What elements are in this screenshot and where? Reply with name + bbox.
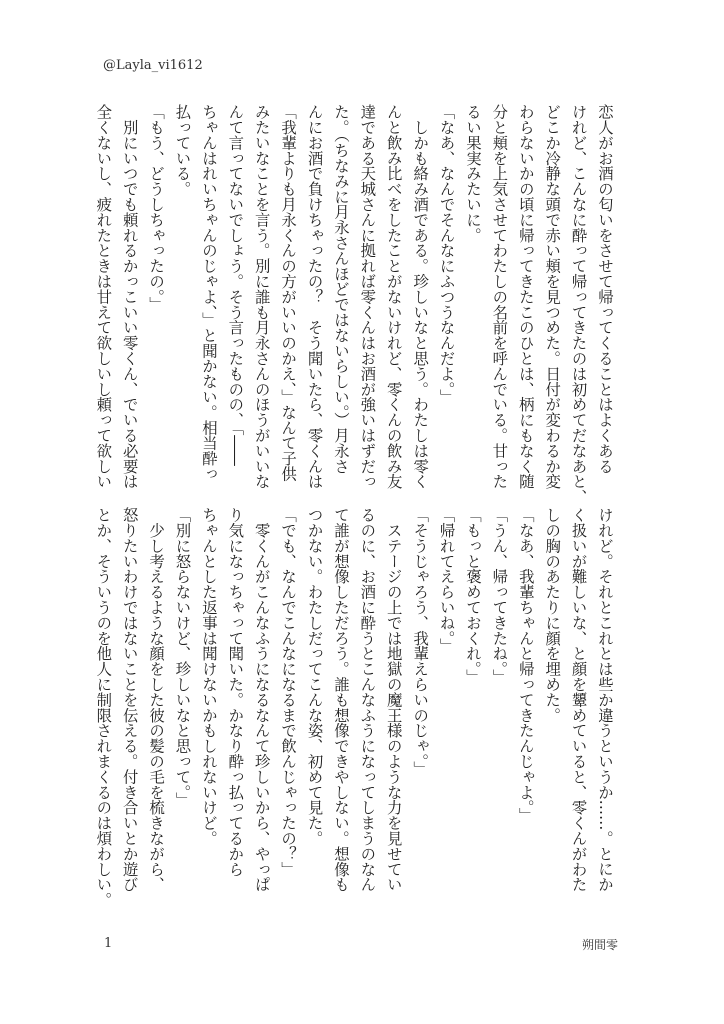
page-number: 1 [104,936,113,951]
text-column: 「そうじゃろう、我輩えらいのじゃ。」 [411,507,430,777]
text-column: 払っている。 [173,104,192,197]
text-column: 達である天城さんに拠れば零くんはお酒が強いはずだっ [358,104,377,489]
text-column: 「なあ、なんでそんなにふつうなんだよ。」 [437,104,456,405]
text-column: るい果実みたいに。 [463,104,482,243]
text-column: ちゃんとした返事は聞けないかもしれないけど。 [199,507,218,846]
text-column: り気になっちゃって聞いた。かなり酔っ払ってるから [226,507,245,877]
author-name: 朔間零 [581,938,618,952]
text-column: 「もう、どうしちゃったの。」 [147,104,166,312]
text-column: んと飲み比べをしたことがないけれど、零くんの飲み友 [384,104,403,489]
text-column: ステージの上では地獄の魔王様のような力を見せてい [384,507,403,892]
text-column: しの胸のあたりに顔を埋めた。 [543,507,562,723]
text-column: 恋人がお酒の匂いをさせて帰ってくることはよくある [596,104,614,474]
text-column: 分と頬を上気させてわたしの名前を呼んでいる。甘った [490,104,509,489]
text-column: く扱いが難しいな、と顔を顰めていると、零くんがわた [569,507,588,892]
text-column: 「別に怒らないけど、珍しいなと思って。」 [173,507,192,808]
text-column: けれど、こんなに酔って帰ってきたのは初めてだなあと、 [569,104,588,505]
text-column: みたいなことを言う。別に誰も月永さんのほうがいいな [252,104,271,489]
text-column: しかも絡み酒である。珍しいなと思う。わたしは零く [411,104,430,489]
text-column: けれど。それとこれとは些か違うというか……。とにか [596,507,614,892]
text-column: ちゃんはれいちゃんのじゃよ、」と聞かない。相当酔っ [199,104,218,482]
text-column: んて言ってないでしょう。そう言ったものの、「―― [226,104,245,466]
text-column: とか、そういうのを他人に制限されまくるのは煩わしい。 [94,507,113,908]
text-column: 「もっと褒めておくれ。」 [463,507,482,685]
text-column: た。（ちなみに月永さんほどではないらしい。）月永さ [331,104,350,474]
text-block-upper [90,104,618,505]
text-column: わらないかの頃に帰ってきたこのひとは、柄にもなく随 [516,104,535,489]
account-handle: @Layla_vi1612 [103,58,203,73]
text-column: んにお酒で負けちゃったの？ そう聞いたら、零くんは [305,104,324,489]
text-column: て誰が想像しただろう。誰も想像できやしない。想像も [331,507,350,892]
text-block-lower [90,507,618,932]
text-column: 全くないし、疲れたときは甘えて欲しいし頼って欲しい [94,104,113,489]
text-column: 「我輩よりも月永くんの方がいいのかえ、」なんて子供 [279,104,298,482]
text-column: 別にいつでも頼れるかっこいい零くん、でいる必要は [120,104,139,489]
text-column: るのに、お酒に酔うとこんなふうになってしまうのなん [358,507,377,892]
text-column: 「うん、帰ってきたね。」 [490,507,509,685]
text-column: 「でも、なんでこんなになるまで飲んじゃったの？」 [279,507,298,877]
text-column: つかない。わたしだってこんな姿、初めて見た。 [305,507,324,846]
text-column: 零くんがこんなふうになるなんて珍しいから、やっぱ [252,507,271,892]
text-column: 少し考えるような顔をした彼の髪の毛を梳きながら、 [147,507,166,892]
text-column: どこか冷静な頭で赤い頬を見つめた。日付が変わるか変 [543,104,562,489]
text-column: 怒りたいわけではないことを伝える。付き合いとか遊び [120,507,139,892]
text-column: 「なあ、我輩ちゃんと帰ってきたんじゃよ。」 [516,507,535,823]
text-column: 「帰れてえらいね。」 [437,507,456,654]
